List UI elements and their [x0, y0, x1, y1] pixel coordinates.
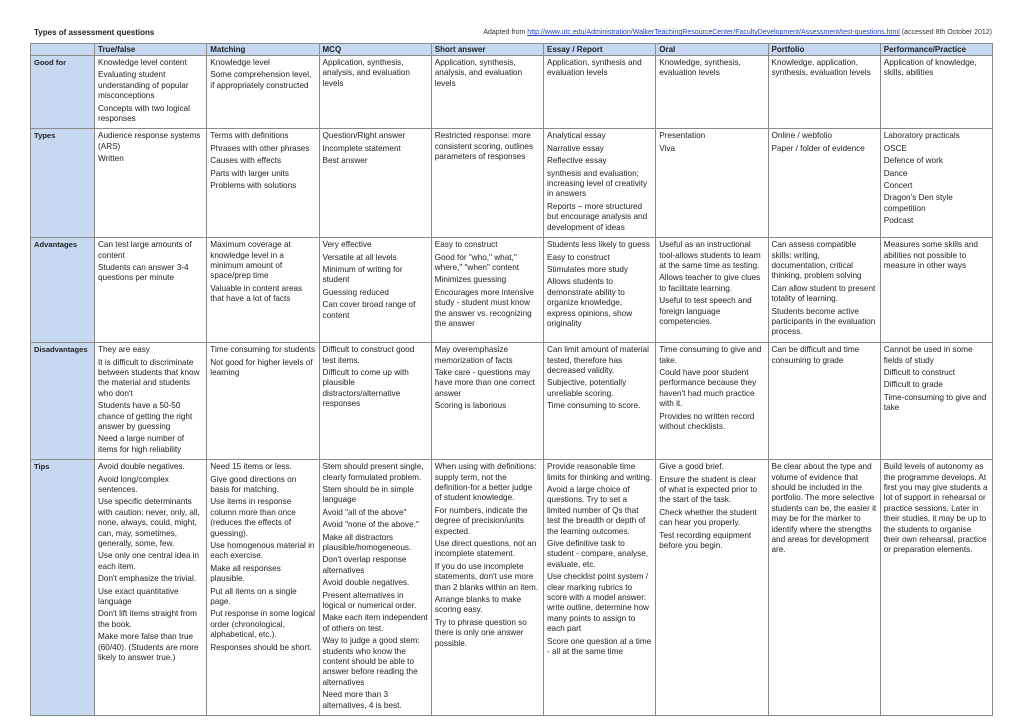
cell-item: Time consuming to score.: [547, 401, 641, 411]
cell-item: Maximum coverage at knowledge level in a minimum amount of space/prep time: [210, 240, 291, 281]
cell-item: Can assess compatible skills: writing, documentation, critical thinking, problem solving: [771, 240, 862, 281]
cell-disadvantages-short-answer: [431, 343, 543, 460]
cell-item: Best answer: [322, 156, 368, 166]
cell-item: Use checklist point system / clear marking rubrics to score with a model answer: write outline, determine how many points to assign to each part: [547, 572, 649, 634]
cell-item: Audience response systems (ARS): [98, 131, 201, 151]
cell-item: Build levels of autonomy as the programme develops. At first you may give students a lot of support in rehearsal or practice sessions. Later in their studies, it may be up to the students to organise their own rehearsal, practice or preparation elements.: [883, 462, 988, 555]
cell-item: Minimum of writing for student: [322, 264, 403, 285]
cell-item: Give a good brief.: [659, 462, 724, 472]
cell-item: Application of knowledge, skills, abilities: [883, 58, 977, 78]
source-link[interactable]: http://www.utc.edu/Administration/WalkerTeachingResourceCenter/FacultyDevelopment/Assessment/test-questions.html: [527, 29, 900, 36]
cell-item: Application, synthesis and evaluation levels: [547, 58, 642, 78]
cell-item: Terms with definitions: [210, 131, 289, 141]
cell-item: Make all responses plausible.: [210, 563, 281, 584]
table-row-disadvantages: [31, 343, 993, 460]
cell-disadvantages-mcq: [319, 343, 431, 460]
header-true-false: True/false: [95, 44, 207, 56]
cell-item: Avoid "all of the above": [322, 507, 407, 517]
header-row: [31, 44, 993, 56]
cell-item: Students have a 50-50 chance of getting the right answer by guessing: [98, 401, 193, 431]
cell-item: Dragon’s Den style competition: [883, 193, 953, 213]
cell-tips-portfolio: [768, 460, 880, 716]
cell-types-essay-report: [544, 129, 656, 238]
cell-item: Incomplete statement: [322, 143, 401, 153]
cell-item: Viva: [659, 143, 676, 153]
cell-item: Scoring is laborious: [434, 401, 507, 411]
cell-good-for-performance-practice: [880, 56, 992, 129]
cell-item: Need more than 3 alternatives, 4 is best.: [322, 690, 402, 710]
cell-types-oral: [656, 129, 768, 238]
cell-item: Minimizes guessing: [434, 275, 507, 285]
cell-disadvantages-oral: [656, 343, 768, 460]
header-short-answer: Short answer: [431, 44, 543, 56]
header-oral: Oral: [656, 44, 768, 56]
cell-item: Difficult to construct good test items.: [322, 345, 415, 365]
cell-item: Causes with effects: [210, 156, 282, 166]
cell-item: Difficult to come up with plausible distractors/alternative responses: [322, 367, 409, 409]
header-corner: [31, 44, 95, 56]
row-label-advantages: Advantages: [31, 238, 95, 343]
cell-item: Good for "who," what," where," "when" content: [434, 252, 520, 272]
cell-item: Measures some skills and abilities not possible to measure in other ways: [883, 240, 978, 270]
cell-item: Restricted response: more consistent scoring, outlines parameters of responses: [434, 131, 534, 162]
cell-item: Provides no written record without checklists.: [659, 411, 755, 431]
cell-item: Stem should present single, clearly formulated problem.: [322, 462, 424, 482]
cell-item: Application, synthesis, analysis, and evaluation levels: [322, 58, 410, 88]
cell-item: Don't emphasize the trivial.: [98, 574, 197, 584]
cell-item: Stimulates more study: [547, 264, 628, 274]
cell-item: Use homogenous material in each exercise.: [210, 541, 315, 561]
cell-item: Stem should be in simple language: [322, 484, 414, 505]
cell-item: Some comprehension level, if appropriately constructed: [210, 70, 312, 90]
header-performance-practice: Performance/Practice: [880, 44, 992, 56]
cell-item: May overemphasize memorization of facts: [434, 345, 513, 365]
cell-item: When using with definitions: supply term, not the definition-for a better judge of student knowledge.: [434, 462, 537, 503]
cell-advantages-portfolio: [768, 238, 880, 343]
cell-item: Podcast: [883, 216, 914, 226]
cell-item: Concert: [883, 181, 913, 191]
cell-item: Very effective: [322, 240, 372, 250]
cell-item: Allows students to demonstrate ability to organize knowledge, express opinions, show originality: [547, 277, 633, 328]
cell-good-for-portfolio: [768, 56, 880, 129]
cell-item: Provide reasonable time limits for thinking and writing.: [547, 462, 653, 482]
assessment-types-table: [30, 43, 993, 716]
cell-item: Analytical essay: [547, 131, 606, 141]
row-label-disadvantages: Disadvantages: [31, 343, 95, 460]
cell-item: Time consuming to give and take.: [659, 345, 762, 365]
row-label-good-for: Good for: [31, 56, 95, 129]
cell-tips-matching: [207, 460, 319, 716]
cell-item: Presentation: [659, 131, 706, 141]
cell-item: Narrative essay: [547, 143, 604, 153]
cell-item: Test recording equipment before you begin.: [659, 530, 752, 550]
cell-item: Useful as an instructional tool-allows students to learn at the same time as testing.: [659, 240, 761, 270]
row-label-types: Types: [31, 129, 95, 238]
cell-item: Difficult to construct: [883, 367, 956, 377]
cell-item: They are easy: [98, 345, 150, 355]
cell-good-for-oral: [656, 56, 768, 129]
cell-types-matching: [207, 129, 319, 238]
cell-good-for-matching: [207, 56, 319, 129]
cell-disadvantages-performance-practice: [880, 343, 992, 460]
document-title: Types of assessment questions: [34, 28, 155, 37]
cell-good-for-true-false: [95, 56, 207, 129]
header-essay-report: Essay / Report: [544, 44, 656, 56]
cell-item: For numbers, indicate the degree of precision/units expected.: [434, 505, 528, 536]
cell-item: Present alternatives in logical or numerical order.: [322, 590, 417, 611]
table-row-good-for: [31, 56, 993, 129]
source-citation: [483, 29, 992, 36]
cell-item: Make more false than true (60/40). (Students are more likely to answer true.): [98, 632, 199, 663]
cell-item: Use specific determinants with caution: never, only, all, none, always, could, might, can, may, sometimes, generally, some, few.: [98, 497, 200, 548]
cell-item: Students less likely to guess: [547, 240, 650, 250]
cell-item: Score one question at a time - all at the same time: [547, 636, 652, 657]
source-suffix: (accessed 8th October 2012): [901, 29, 992, 36]
cell-item: Avoid a large choice of questions. Try to set a limited number of Qs that test the breadth or depth of the learning outcomes.: [547, 484, 646, 536]
cell-item: Reports – more structured but encourage analysis and development of ideas: [547, 201, 648, 232]
cell-item: Avoid double negatives.: [322, 578, 410, 588]
cell-item: Difficult to grade: [883, 380, 943, 390]
cell-item: Ensure the student is clear of what is expected prior to the start of the task.: [659, 474, 758, 505]
cell-tips-mcq: [319, 460, 431, 716]
cell-item: Dance: [883, 168, 908, 178]
cell-item: Knowledge, application, synthesis, evaluation levels: [771, 58, 871, 78]
cell-item: Be clear about the type and volume of evidence that should be included in the portfolio. The more selective students can be, the easier it may be for the marker to identify where the strengths and areas for development are.: [771, 462, 877, 555]
cell-item: Could have poor student performance because they haven't had much practice with it.: [659, 367, 757, 409]
table-row-advantages: [31, 238, 993, 343]
cell-good-for-mcq: [319, 56, 431, 129]
cell-item: Try to phrase question so there is only one answer possible.: [434, 617, 527, 648]
cell-item: Give good directions on basis for matching.: [210, 474, 297, 494]
cell-item: Knowledge level: [210, 58, 270, 67]
cell-item: Check whether the student can hear you properly.: [659, 507, 757, 528]
cell-item: Way to judge a good stem: students who know the content should be able to answer before reading the alternatives: [322, 636, 420, 687]
cell-item: Use direct questions, not an incomplete statement.: [434, 539, 537, 559]
cell-disadvantages-matching: [207, 343, 319, 460]
cell-item: Defence of work: [883, 156, 943, 166]
cell-item: Encourages more intensive study - student must know the answer vs. recognizing the answer: [434, 287, 534, 328]
cell-item: Time-consuming to give and take: [883, 392, 987, 413]
cell-item: If you do use incomplete statements, don't use more than 2 blanks within an item.: [434, 561, 539, 592]
cell-tips-short-answer: [431, 460, 543, 716]
cell-disadvantages-true-false: [95, 343, 207, 460]
cell-item: Parts with larger units: [210, 168, 289, 178]
table-row-tips: [31, 460, 993, 716]
cell-item: Evaluating student understanding of popular misconceptions: [98, 70, 189, 101]
cell-item: Avoid "none of the above.": [322, 520, 419, 530]
cell-item: Can limit amount of material tested, therefore has decreased validity.: [547, 345, 649, 375]
cell-item: Knowledge, synthesis, evaluation levels: [659, 58, 741, 78]
cell-item: Time consuming for students: [210, 345, 316, 355]
header-matching: Matching: [207, 44, 319, 56]
cell-item: Use exact quantitative language: [98, 586, 179, 607]
cell-item: Written: [98, 154, 124, 164]
cell-advantages-mcq: [319, 238, 431, 343]
cell-tips-true-false: [95, 460, 207, 716]
cell-tips-essay-report: [544, 460, 656, 716]
cell-item: Make each item independent of others on test.: [322, 613, 428, 633]
cell-item: Can allow student to present totality of learning.: [771, 283, 876, 304]
cell-advantages-matching: [207, 238, 319, 343]
cell-item: Useful to test speech and foreign language competencies.: [659, 296, 752, 326]
cell-item: It is difficult to discriminate between students that know the material and students who don't: [98, 357, 200, 398]
cell-types-true-false: [95, 129, 207, 238]
cell-advantages-oral: [656, 238, 768, 343]
cell-item: Give definitive task to student - compare, analyse, evaluate, etc.: [547, 539, 649, 569]
cell-item: Put all items on a single page.: [210, 586, 297, 607]
cell-item: Subjective, potentially unreliable scoring.: [547, 378, 627, 398]
cell-item: Can cover broad range of content: [322, 300, 416, 320]
header-mcq: MCQ: [319, 44, 431, 56]
cell-disadvantages-portfolio: [768, 343, 880, 460]
cell-item: Students can answer 3-4 questions per minute: [98, 262, 189, 283]
cell-item: synthesis and evaluation; increasing level of creativity in answers: [547, 168, 648, 199]
cell-item: Need a large number of items for high reliability: [98, 434, 185, 454]
cell-good-for-essay-report: [544, 56, 656, 129]
cell-tips-performance-practice: [880, 460, 992, 716]
cell-item: OSCE: [883, 143, 907, 153]
cell-tips-oral: [656, 460, 768, 716]
cell-item: Not good for higher levels of learning: [210, 357, 313, 377]
cell-item: Avoid long/complex sentences.: [98, 474, 169, 494]
table-row-types: [31, 129, 993, 238]
cell-item: Students become active participants in the evaluation process.: [771, 306, 876, 337]
cell-item: Don't overlap response alternatives: [322, 555, 407, 575]
cell-item: Can test large amounts of content: [98, 240, 192, 260]
cell-item: Can be difficult and time consuming to grade: [771, 345, 860, 365]
cell-item: Put response in some logical order (chronological, alphabetical, etc.).: [210, 609, 315, 640]
cell-types-performance-practice: [880, 129, 992, 238]
source-prefix: Adapted from: [483, 29, 526, 36]
cell-item: Allows teacher to give clues to facilitate learning.: [659, 273, 761, 293]
cell-advantages-essay-report: [544, 238, 656, 343]
cell-item: Concepts with two logical responses: [98, 103, 190, 124]
cell-types-mcq: [319, 129, 431, 238]
cell-item: Cannot be used in some fields of study: [883, 345, 973, 365]
cell-item: Use only one central idea in each item.: [98, 551, 200, 571]
cell-item: Question/Right answer: [322, 131, 406, 141]
cell-item: Arrange blanks to make scoring easy.: [434, 595, 522, 615]
cell-item: Don't lift items straight from the book.: [98, 609, 197, 629]
cell-advantages-true-false: [95, 238, 207, 343]
cell-item: Responses should be short.: [210, 642, 312, 652]
cell-item: Versatile at all levels: [322, 252, 397, 262]
cell-item: Reflective essay: [547, 156, 607, 166]
cell-item: Valuable in content areas that have a lot of facts: [210, 283, 303, 304]
cell-types-portfolio: [768, 129, 880, 238]
cell-item: Use items in response column more than once (reduces the effects of guessing).: [210, 497, 296, 538]
cell-item: Knowledge level content: [98, 58, 187, 67]
cell-item: Avoid double negatives.: [98, 462, 185, 472]
row-label-tips: Tips: [31, 460, 95, 716]
cell-item: Laboratory practicals: [883, 131, 960, 141]
cell-good-for-short-answer: [431, 56, 543, 129]
cell-item: Guessing reduced: [322, 287, 389, 297]
cell-advantages-short-answer: [431, 238, 543, 343]
cell-item: Need 15 items or less.: [210, 462, 292, 472]
cell-types-short-answer: [431, 129, 543, 238]
cell-item: Online / webfolio: [771, 131, 833, 141]
cell-item: Take care - questions may have more than one correct answer: [434, 367, 535, 398]
header-portfolio: Portfolio: [768, 44, 880, 56]
cell-disadvantages-essay-report: [544, 343, 656, 460]
cell-item: Easy to construct: [434, 240, 498, 250]
cell-item: Paper / folder of evidence: [771, 143, 865, 153]
cell-advantages-performance-practice: [880, 238, 992, 343]
cell-item: Application, synthesis, analysis, and evaluation levels: [434, 58, 523, 88]
cell-item: Phrases with other phrases: [210, 143, 310, 153]
cell-item: Problems with solutions: [210, 181, 297, 191]
cell-item: Make all distractors plausible/homogeneous.: [322, 532, 412, 552]
cell-item: Easy to construct: [547, 252, 610, 262]
